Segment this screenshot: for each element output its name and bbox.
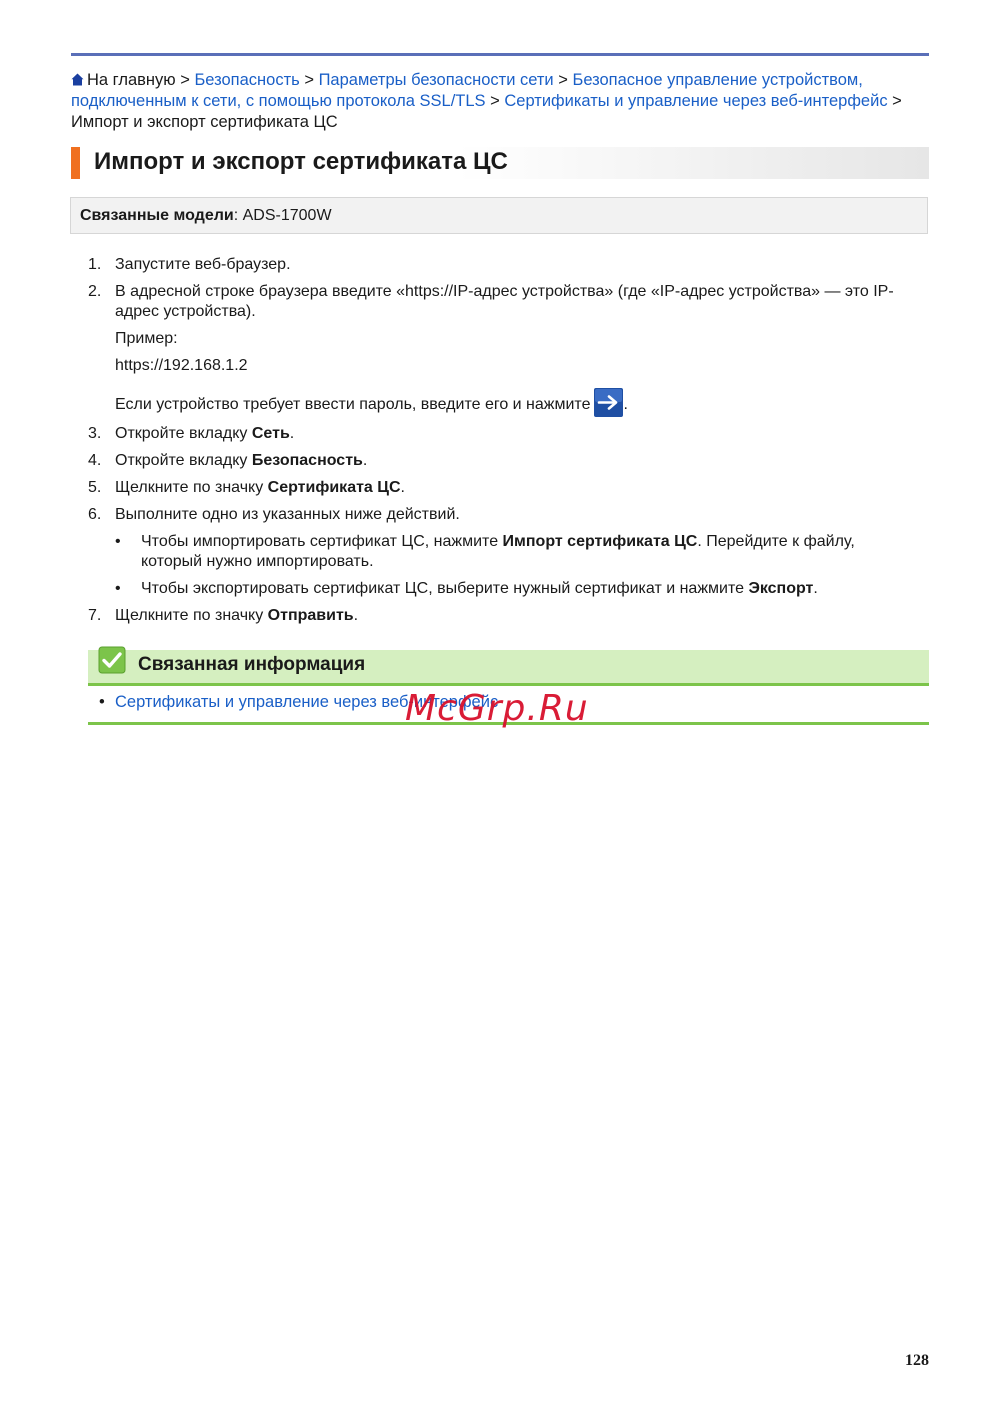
step-number: 2. — [88, 283, 102, 300]
step-number: 1. — [88, 256, 102, 273]
breadcrumb-link-web-certificates[interactable]: Сертификаты и управление через веб-интерфейс — [504, 92, 888, 110]
step-punct: . — [362, 452, 368, 469]
bullet-text-end: . Перейдите к файлу, который нужно импортировать. — [141, 533, 855, 570]
arrow-right-go-icon — [594, 388, 623, 417]
related-info-header — [88, 650, 929, 686]
button-name-import: Импорт сертификата ЦС — [502, 533, 698, 550]
breadcrumb-separator: > — [892, 92, 902, 110]
button-name-export: Экспорт — [748, 580, 814, 597]
steps-list — [88, 255, 918, 633]
step-punct: . — [289, 425, 295, 442]
breadcrumb-separator: > — [490, 92, 500, 110]
step-5 — [88, 478, 918, 498]
step-text: В адресной строке браузера введите «https://IP-адрес устройства» (где «IP-адрес устройства» — это IP-адрес устройства). — [115, 283, 894, 320]
related-models-box — [70, 197, 928, 234]
note-text: Если устройство требует ввести пароль, введите его и нажмите — [115, 396, 591, 413]
related-models — [80, 207, 332, 225]
step-number: 3. — [88, 425, 102, 442]
related-models-value: : ADS-1700W — [233, 207, 332, 224]
step-text: Откройте вкладку — [115, 452, 252, 469]
step-2 — [88, 282, 918, 417]
related-info-title: Связанная информация — [138, 654, 366, 675]
step-text: Запустите веб-браузер. — [115, 256, 291, 273]
step-6 — [88, 505, 918, 599]
top-rule — [71, 53, 929, 56]
tab-name-security: Безопасность — [251, 452, 363, 469]
step-punct: . — [400, 479, 405, 496]
icon-name-submit: Отправить — [267, 607, 354, 624]
breadcrumb-link-network-security[interactable]: Параметры безопасности сети — [318, 71, 554, 89]
related-link-web-certificates[interactable]: Сертификаты и управление через веб-интерфейс — [115, 693, 499, 711]
bullet-mark: • — [115, 533, 121, 550]
related-models-label: Связанные модели — [80, 207, 234, 224]
breadcrumb — [71, 70, 941, 133]
step-number: 7. — [88, 607, 102, 624]
step-7 — [88, 606, 918, 626]
breadcrumb-current: Импорт и экспорт сертификата ЦС — [71, 113, 338, 131]
bullet-text: Чтобы импортировать сертификат ЦС, нажмите — [141, 533, 503, 550]
example-value: https://192.168.1.2 — [115, 357, 248, 374]
step-punct: . — [353, 607, 359, 624]
step-number: 4. — [88, 452, 102, 469]
step-text: Выполните одно из указанных ниже действий. — [115, 506, 460, 523]
step-2-note — [115, 388, 918, 417]
step-number: 6. — [88, 506, 102, 523]
bullet-mark: • — [115, 580, 121, 597]
step-text: Щелкните по значку — [115, 479, 268, 496]
page-number: 128 — [905, 1352, 929, 1369]
breadcrumb-separator: > — [180, 71, 190, 89]
page-title-bar — [71, 147, 929, 179]
home-icon[interactable] — [71, 73, 84, 86]
breadcrumb-home[interactable]: На главную — [87, 71, 176, 89]
title-accent — [71, 147, 80, 179]
step-3 — [88, 424, 918, 444]
bullet-export — [115, 579, 918, 599]
breadcrumb-separator: > — [304, 71, 314, 89]
bullet-mark: • — [99, 693, 105, 711]
breadcrumb-separator: > — [558, 71, 568, 89]
step-4 — [88, 451, 918, 471]
bullet-text-end: . — [813, 580, 818, 597]
note-end: . — [623, 396, 628, 413]
checkmark-icon — [98, 646, 126, 674]
breadcrumb-link-ssl-tls[interactable]: Безопасное управление устройством, подключенным к сети, с помощью протокола SSL/TLS — [71, 71, 863, 110]
icon-name-ca-certificate: Сертификата ЦС — [267, 479, 401, 496]
bullet-text: Чтобы экспортировать сертификат ЦС, выберите нужный сертификат и нажмите — [141, 580, 749, 597]
step-text: Откройте вкладку — [115, 425, 252, 442]
tab-name-network: Сеть — [251, 425, 290, 442]
example-label: Пример: — [115, 330, 178, 347]
page-title: Импорт и экспорт сертификата ЦС — [94, 148, 508, 175]
step-text: Щелкните по значку — [115, 607, 268, 624]
bullet-import — [115, 532, 918, 572]
step-1 — [88, 255, 918, 275]
watermark: McGrp.Ru — [405, 688, 589, 729]
step-number: 5. — [88, 479, 102, 496]
breadcrumb-link-security[interactable]: Безопасность — [194, 71, 300, 89]
